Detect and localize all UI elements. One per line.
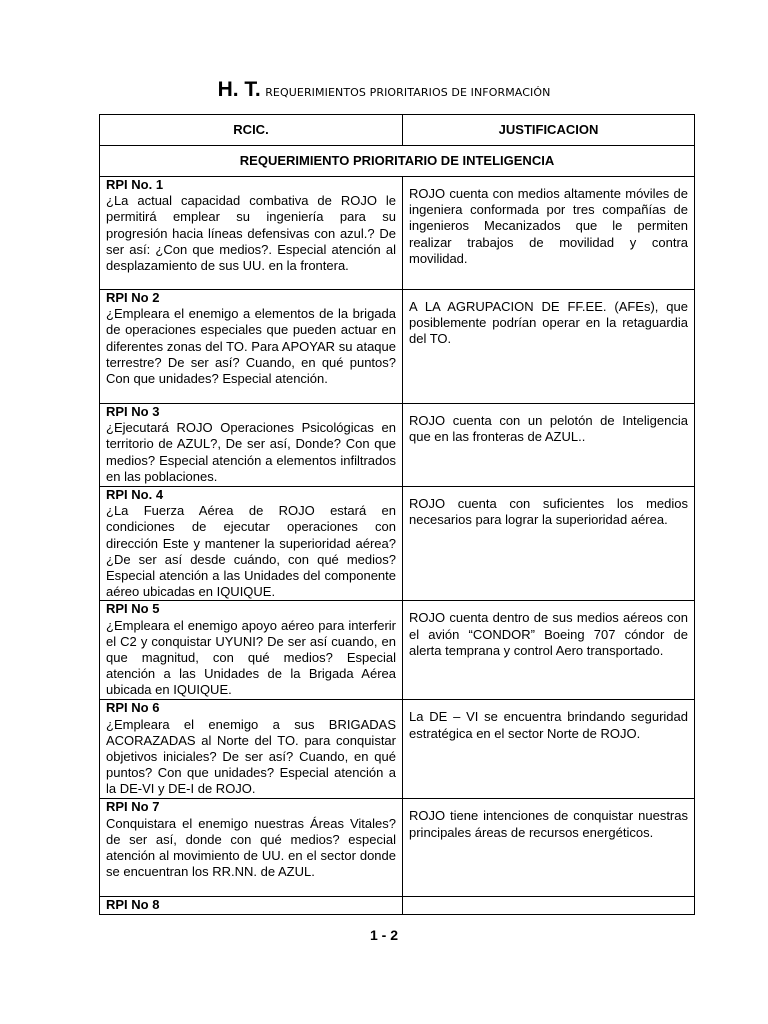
rpi-question: ¿Ejecutará ROJO Operaciones Psicológicas en territorio de AZUL?, De ser así, Donde? Con que medios? Especial atención a elementos infiltrados en las poblaciones. xyxy=(106,420,396,484)
rpi-justification: ROJO tiene intenciones de conquistar nuestras principales áreas de recursos energéticos. xyxy=(409,808,688,840)
rpi-cell xyxy=(100,700,403,799)
justification-cell xyxy=(403,404,695,487)
justification-cell xyxy=(403,799,695,897)
rpi-justification: ROJO cuenta dentro de sus medios aéreos con el avión “CONDOR” Boeing 707 cóndor de alerta temprana y control Aero transportado. xyxy=(409,610,688,658)
rpi-cell xyxy=(100,601,403,700)
rpi-cell xyxy=(100,290,403,404)
justification-cell xyxy=(403,700,695,799)
document-title xyxy=(0,78,768,102)
rpi-justification: ROJO cuenta con suficientes los medios necesarios para lograr la superioridad aérea. xyxy=(409,496,688,528)
rpi-cell xyxy=(100,487,403,601)
table-row xyxy=(100,290,695,404)
rpi-question: ¿La actual capacidad combativa de ROJO le permitirá emplear su ingeniería para su progresión hacia líneas defensivas con azul.? De ser así: ¿Con que medios?. Especial atención al desplazamiento de sus UU. en la frontera. xyxy=(106,193,396,274)
header-justificacion: JUSTIFICACION xyxy=(403,115,695,146)
justification-cell xyxy=(403,601,695,700)
rpi-id: RPI No 7 xyxy=(106,799,160,815)
rpi-justification: La DE – VI se encuentra brindando seguridad estratégica en el sector Norte de ROJO. xyxy=(409,709,688,741)
rpi-id: RPI No 8 xyxy=(106,897,160,913)
rpi-id: RPI No. 4 xyxy=(106,487,164,502)
rpi-id: RPI No 6 xyxy=(106,700,160,716)
rpi-id: RPI No 3 xyxy=(106,404,160,419)
section-title: REQUERIMIENTO PRIORITARIO DE INTELIGENCIA xyxy=(100,146,695,177)
rpi-cell xyxy=(100,799,403,897)
rpi-id: RPI No. 1 xyxy=(106,177,164,192)
justification-cell xyxy=(403,290,695,404)
rpi-justification: A LA AGRUPACION DE FF.EE. (AFEs), que posiblemente podrían operar en la retaguardia del TO. xyxy=(409,299,688,347)
rpi-question: ¿Empleara el enemigo a elementos de la brigada de operaciones especiales que pueden actuar en diferentes zonas del TO. Para APOYAR su ataque terrestre? De ser así? Cuando, en qué puntos? Con que unidades? Especial atención. xyxy=(106,306,396,387)
rpi-cell xyxy=(100,404,403,487)
rpi-question: Conquistara el enemigo nuestras Áreas Vitales? de ser así, donde con qué medios? especial atención al movimiento de UU. en el sector donde se encuentran los RR.NN. de AZUL. xyxy=(106,815,396,880)
rpi-question: ¿La Fuerza Aérea de ROJO estará en condiciones de ejecutar operaciones con dirección Este y mantener la superioridad aérea? ¿De ser así desde cuándo, con qué medios? Especial atención a las Unidades del componente aéreo ubicadas en IQUIQUE. xyxy=(106,503,396,600)
table-row xyxy=(100,700,695,799)
table-header-row xyxy=(100,115,695,146)
rpi-id: RPI No 2 xyxy=(106,290,160,305)
table-row xyxy=(100,404,695,487)
rpi-id: RPI No 5 xyxy=(106,601,160,617)
justification-cell xyxy=(403,177,695,290)
rpi-cell xyxy=(100,177,403,290)
table-row xyxy=(100,487,695,601)
table-row xyxy=(100,897,695,914)
rpi-justification: ROJO cuenta con medios altamente móviles de ingeniera conformada por tres compañías de ingenieros Mecanizados que le permiten realizar trabajos de movilidad y contra movilidad. xyxy=(409,186,688,266)
header-rcic: RCIC. xyxy=(100,115,403,146)
requirements-table xyxy=(99,114,695,915)
title-main: H. T. xyxy=(217,78,261,101)
table-row xyxy=(100,177,695,290)
rpi-question: ¿Empleara el enemigo a sus BRIGADAS ACORAZADAS al Norte del TO. para conquistar objetivos iniciales? De ser así? Cuando, en qué puntos? Con que unidades? Especial atención a la DE-VI y DE-I de ROJO. xyxy=(106,716,396,797)
justification-cell xyxy=(403,487,695,601)
section-row xyxy=(100,146,695,177)
table-row xyxy=(100,601,695,700)
rpi-cell xyxy=(100,897,403,914)
rpi-question: ¿Empleara el enemigo apoyo aéreo para interferir el C2 y conquistar UYUNI? De ser así cuando, en que magnitud, con qué medios? Especial atención a las Unidades de la Brigada Aérea ubicada en IQUIQUE. xyxy=(106,617,396,698)
title-sub: REQUERIMIENTOS PRIORITARIOS DE INFORMACIÓN xyxy=(265,86,551,99)
justification-cell xyxy=(403,897,695,914)
rpi-justification: ROJO cuenta con un pelotón de Inteligencia que en las fronteras de AZUL.. xyxy=(409,413,688,445)
page-number: 1 - 2 xyxy=(369,927,398,943)
table-row xyxy=(100,799,695,897)
